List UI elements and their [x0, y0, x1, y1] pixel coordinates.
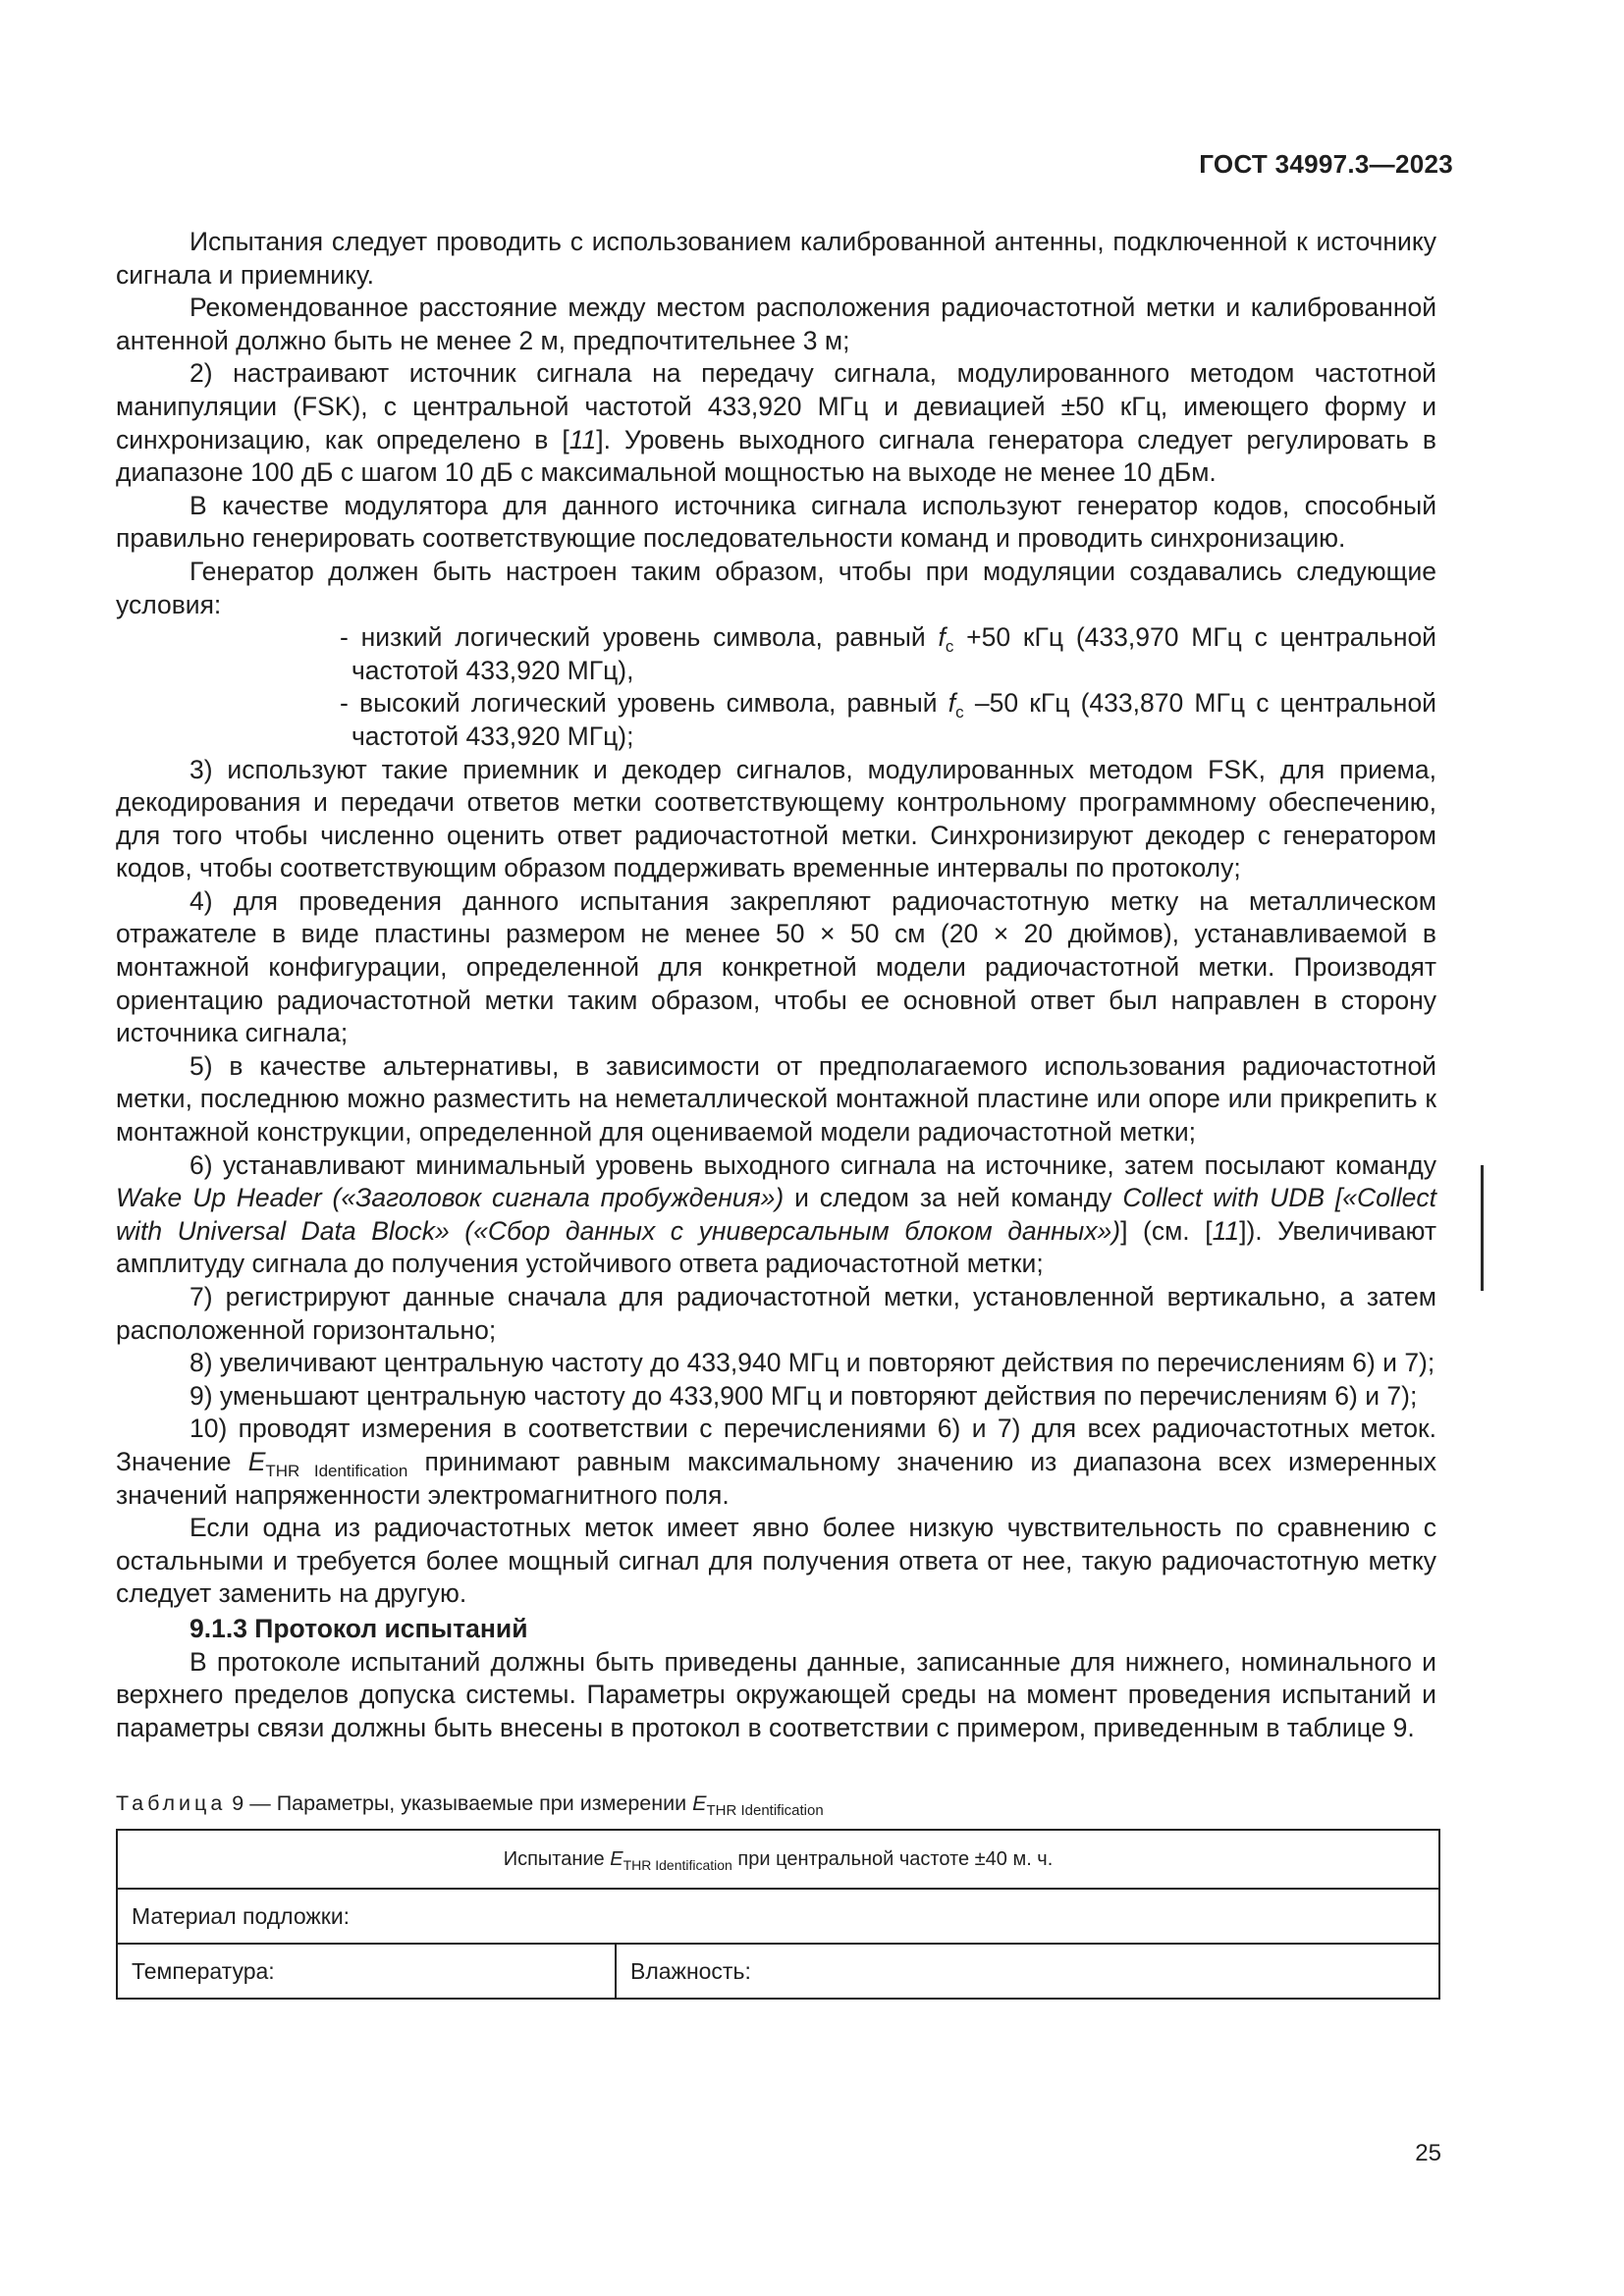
table-header-cell: Испытание $E_{THR Identification}$ при центральной частоте ±40 м. ч. [117, 1830, 1439, 1889]
standard-header: ГОСТ 34997.3—2023 [1199, 149, 1453, 179]
reference: 11 [568, 424, 597, 454]
table-cell-humidity: Влажность: [616, 1944, 1439, 1999]
paragraph: Если одна из радиочастотных меток имеет явно более низкую чувствительность по сравнению с остальными и требуется более мощный сигнал для получения ответа от нее, такую радиочастотную метку следует заменить на другую. [116, 1513, 1436, 1609]
paragraph-step-10: 10) проводят измерения в соответствии с перечислениями 6) и 7) для всех радиочастотных меток. Значение $E_{THR Identification}$ принимают равным максимальному значению из диапазона всех измеренных значений напряженности электромагнитного поля. [116, 1414, 1436, 1510]
paragraph-step-6: 6) устанавливают минимальный уровень выходного сигнала на источнике, затем посылают команду Wake Up Header («Заголовок сигнала пробуждения») и следом за ней команду Collect with UDB [«Collect with Universal Data Block» («Сбор данных с универсальным блоком данных»)] (см. [11]). Увеличивают амплитуду сигнала до получения устойчивого ответа радиочастотной метки; [116, 1149, 1436, 1279]
section-heading: 9.1.3 Протокол испытаний [189, 1613, 528, 1643]
paragraph: В протоколе испытаний должны быть приведены данные, записанные для нижнего, номинального и верхнего пределов допуска системы. Параметры окружающей среды на момент проведения испытаний и параметры связи должны быть внесены в протокол в соответствии с примером, приведенным в таблице 9. [116, 1646, 1436, 1742]
paragraph: Рекомендованное расстояние между местом расположения радиочастотной метки и калиброванной антенной должно быть не менее 2 м, предпочтительнее 3 м; [116, 293, 1436, 355]
paragraph-step-5: 5) в качестве альтернативы, в зависимости от предполагаемого использования радиочастотной метки, последнюю можно разместить на неметаллической монтажной пластине или опоре или прикрепить к монтажной конструкции, определенной для оцениваемой модели радиочастотной метки; [116, 1050, 1436, 1148]
body-text [116, 226, 1436, 2000]
reference: 11 [1212, 1215, 1240, 1246]
paragraph: Испытания следует проводить с использованием калиброванной антенны, подключенной к источнику сигнала и приемнику. [116, 227, 1436, 290]
paragraph: В качестве модулятора для данного источника сигнала используют генератор кодов, способный правильно генерировать соответствующие последовательности команд и проводить синхронизацию. [116, 490, 1436, 554]
change-bar [1481, 1165, 1484, 1291]
paragraph-step-9: 9) уменьшают центральную частоту до 433,900 МГц и повторяют действия по перечислениям 6) и 7); [189, 1380, 1418, 1411]
list-item-low-level: - низкий логический уровень символа, равный $f_c +50$ кГц (433,970 МГц с центральной частотой 433,920 МГц), [340, 622, 1436, 685]
table-caption: Таблица 9 — Параметры, указываемые при измерении $E_{THR Identification}$ [116, 1791, 824, 1820]
table-cell-substrate-material: Материал подложки: [117, 1889, 1439, 1944]
paragraph-step-4: 4) для проведения данного испытания закрепляют радиочастотную метку на металлическом отражателе в виде пластины размером не менее 50 × 50 см (20 × 20 дюймов), устанавливаемой в монтажной конфигурации, определенной для конкретной модели радиочастотной метки. Производят ориентацию радиочастотной метки таким образом, чтобы ее основной ответ был направлен в сторону источника сигнала; [116, 885, 1436, 1048]
table-cell-temperature: Температура: [117, 1944, 616, 1999]
list-item-high-level: - высокий логический уровень символа, равный $f_c$ –50 кГц (433,870 МГц с центральной частотой 433,920 МГц); [340, 688, 1436, 751]
paragraph-step-3: 3) используют такие приемник и декодер сигналов, модулированных методом FSK, для приема, декодирования и передачи ответов метки соответствующему контрольному программному обеспечению, для того чтобы численно оценить ответ радиочастотной метки. Синхронизируют декодер с генератором кодов, чтобы соответствующим образом поддерживать временные интервалы по протоколу; [116, 754, 1436, 883]
parameters-table [116, 1829, 1440, 2000]
paragraph-step-8: 8) увеличивают центральную частоту до 433,940 МГц и повторяют действия по перечислениям 6) и 7); [189, 1348, 1435, 1378]
paragraph-step-2: 2) настраивают источник сигнала на передачу сигнала, модулированного методом частотной манипуляции (FSK), с центральной частотой 433,920 МГц и девиацией ±50 кГц, имеющего форму и синхронизацию, как определено в [11]. Уровень выходного сигнала генератора следует регулировать в диапазоне 100 дБ с шагом 10 дБ с максимальной мощностью на выходе не менее 10 дБм. [116, 358, 1436, 488]
paragraph: Генератор должен быть настроен таким образом, чтобы при модуляции создавались следующие условия: [116, 556, 1436, 619]
page-number: 25 [1415, 2140, 1441, 2166]
paragraph-step-7: 7) регистрируют данные сначала для радиочастотной метки, установленной вертикально, а затем расположенной горизонтально; [116, 1282, 1436, 1345]
